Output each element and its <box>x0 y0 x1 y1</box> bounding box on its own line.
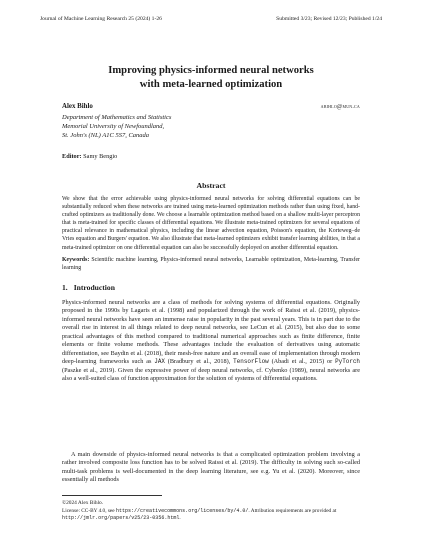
affiliation-line-2: Memorial University of Newfoundland, <box>62 123 165 130</box>
section-title: Introduction <box>73 283 115 292</box>
section-heading <box>62 283 115 292</box>
para1-text-2: (Bradbury et al., 2018), <box>164 358 234 366</box>
license-note <box>62 508 360 522</box>
editor-line <box>62 153 117 160</box>
footnote-rule <box>62 495 162 496</box>
para1-text-3: (Abadi et al., 2015) or <box>268 358 336 366</box>
copyright-line: ©2024 Alex Bihlo. <box>62 500 104 506</box>
title-line-1: Improving physics-informed neural networks <box>108 65 314 76</box>
affiliation-line-1: Department of Mathematics and Statistics <box>62 114 172 121</box>
author-affiliation <box>62 113 171 140</box>
title-line-2: with meta-learned optimization <box>139 79 283 90</box>
editor-label: Editor: <box>62 153 82 160</box>
paper-link[interactable]: http://jmlr.org/papers/v25/23-0356.html <box>62 515 180 522</box>
journal-header: Journal of Machine Learning Research 25 (2024) 1-26 <box>40 16 162 22</box>
intro-paragraph-1 <box>62 299 360 384</box>
jax-name: JAX <box>154 358 165 366</box>
license-mid: . Attribution requirements are provided at <box>248 508 337 514</box>
submission-dates: Submitted 3/23; Revised 12/23; Published 1/24 <box>276 16 382 22</box>
license-prefix: License: CC-BY 4.0, see <box>62 508 116 514</box>
para1-text-4: (Paszke et al., 2019). Given the expressive power of deep neural networks, cf. Cybenko (1989), neural networks are also a well-suited class of function approximation for the solution of systems of differential equations. <box>62 366 360 383</box>
abstract-heading: Abstract <box>196 181 226 190</box>
section-number: 1. <box>62 283 68 292</box>
para1-text-1: Physics-informed neural networks are a class of methods for solving systems of differential equations. Originally proposed in the 1990s by Lagaris et al. (1998) and popularized through the work of Raissi et al. (2019), physics-informed neural networks have seen an immense raise in popularity in the past several years. This is in part due to the overall rise in interest in all things related to deep neural networks, see LeCun et al. (2015), but also due to some practical advantages of this method compared to traditional numerical approaches such as finite difference, finite elements or finite volume methods. These advantages include the evaluation of derivatives using automatic differentiation, see Baydin et al. (2018), their mesh-free nature and an overall ease of implementation through modern deep-learning frameworks such as <box>62 299 360 366</box>
tensorflow-name: TensorFlow <box>233 358 269 366</box>
affiliation-line-3: St. John's (NL) A1C 5S7, Canada <box>62 132 150 139</box>
abstract-text: We show that the error achievable using physics-informed neural networks for solving differential equations can be substantially reduced when these networks are trained using meta-learned optimization methods rather than using fixed, hand-crafted optimizers as traditionally done. We choose a learnable optimization method based on a shallow multi-layer perceptron that is meta-trained for specific classes of differential equations. We illustrate meta-trained optimizers for several equations of practical relevance in mathematical physics, including the linear advection equation, Poisson's equation, the Korteweg–de Vries equation and Burgers' equation. We also illustrate that meta-learned optimizers exhibit transfer learning abilities, in that a meta-trained optimizer on one differential equation can also be successfully deployed on another differential equation. <box>62 196 360 251</box>
intro-paragraph-2: A main downside of physics-informed neural networks is that a complicated optimization problem involving a rather involved composite loss function has to be solved Raissi et al. (2019). The difficulty in solving such so-called multi-task problems is well-documented in the deep learning literature, see e.g. Yu et al. (2020). Moreover, since essentially all methods <box>62 451 360 484</box>
pytorch-name: PyTorch <box>335 358 360 366</box>
author-email: abihlo@mun.ca <box>320 104 360 110</box>
keywords-text: Scientific machine learning, Physics-informed neural networks, Learnable optimization, Meta-learning, Transfer learning <box>62 257 360 272</box>
author-name: Alex Bihlo <box>62 103 93 110</box>
editor-name: Samy Bengio <box>83 153 118 160</box>
license-link[interactable]: https://creativecommons.org/licenses/by/4.0/ <box>115 508 249 514</box>
keywords <box>62 256 360 272</box>
license-end: . <box>179 515 181 522</box>
paper-title <box>40 64 382 92</box>
keywords-label: Keywords: <box>62 257 90 263</box>
